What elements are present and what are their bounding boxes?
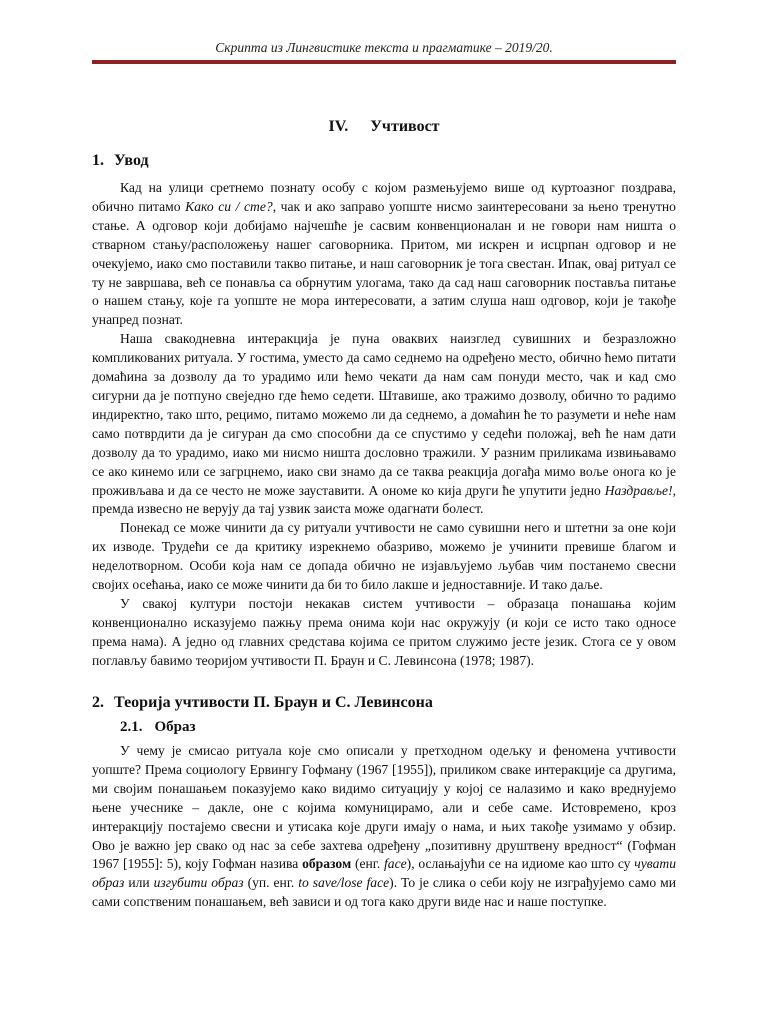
section-title: Увод xyxy=(114,152,149,169)
chapter-title-text: Учтивост xyxy=(370,118,440,135)
section-title: Теорија учтивости П. Браун и С. Левинсона xyxy=(114,694,433,711)
chapter-title xyxy=(92,118,676,136)
paragraph: Понекад се може чинити да су ритуали учтивости не само сувишни него и штетни за оне који их изводе. Трудећи се да критику изрекнемо обазриво, можемо је учинити превише благом и неделотворном. Особи која нам се допада обично не изјављујемо љубав чим постанемо свесни својих осећања, иако се може чинити да би то било лакше и једноставније. И тако даље. xyxy=(92,520,676,593)
text-run: ), ослањајући се на идиоме као што су xyxy=(406,856,635,872)
text-run: (енг. xyxy=(351,856,385,872)
text-run: Кад на улици сретнемо познату особу с којом размењујемо више од куртоазног поздрава, обично питамо xyxy=(92,180,676,214)
italic-phrase: Наздравље! xyxy=(604,482,673,498)
text-run: или xyxy=(124,875,154,891)
paragraph xyxy=(92,330,676,519)
italic-phrase: изгубити образ xyxy=(153,875,244,891)
section-heading-intro xyxy=(92,152,149,170)
text-run: ). То је слика о себи коју не изграђујемо само ми сами сопственим понашањем, већ зависи и од тога како други виде нас и наше поступке. xyxy=(92,875,676,910)
subsection-heading-face xyxy=(120,719,196,736)
text-run: (уп. енг. xyxy=(243,875,299,891)
section-number: 1. xyxy=(92,152,104,169)
paragraph xyxy=(92,179,676,330)
paragraph xyxy=(92,742,676,912)
text-run: , чак и ако заправо уопште нисмо заинтересовани за њено тренутно стање. А одговор који добијамо најчешће је сасвим конвенционалан и не говори нам ништа о стварном стању/расположењу нашег саговорника. Притом, ми искрен и исцрпан одговор и не очекујемо, иако смо поставили такво питање, и наш саговорник је тога свестан. Ипак, овај ритуал се ту не завршава, већ се понавља са обрнутим улогама, тако да сад наш саговорник поставља питање о нашем стању, које га уопште не мора интересовати, а затим слуша наш одговор, који је такође унапред познат. xyxy=(92,198,676,328)
text-run: У чему је смисао ритуала које смо описали у претходном одељку и феномена учтивости уопште? Према социологу Ервингу Гофману (1967 [1955]), приликом сваке интеракције са другима, ми својим понашањем показујемо како видимо ситуацију у којој се налазимо и како вреднујемо њене учеснике – дакле, оне с којима комуницирамо, али и себе саме. Истовремено, кроз интеракцију постајемо свесни и утисака које други имају о нама, и њих такође узимамо у обзир. Ово је важно јер свако од нас за себе захтева одређену „позитивну друштвену вредност“ (Гофман 1967 [1955]: 5), коју Гофман назива xyxy=(92,743,676,872)
subsection-face-body xyxy=(92,742,676,912)
bold-term: образом xyxy=(302,856,352,872)
italic-phrase: face xyxy=(384,856,407,872)
section-number: 2. xyxy=(92,694,104,711)
subsection-title: Образ xyxy=(154,719,196,735)
header-rule xyxy=(92,60,676,64)
text-run: Наша свакодневна интеракција је пуна оваквих наизглед сувишних и безразложно компликованих ритуала. У гостима, уместо да само седнемо на одређено место, обично ћемо питати домаћина за дозволу да то урадимо или ћемо чекати да нам сам понуди место, чак и кад смо сигурни да је потпуно свеједно где ћемо седети. Штавише, ако тражимо дозволу, обично то радимо индиректно, тако што, рецимо, питамо можемо ли да седнемо, а домаћин ће то разумети и неће нам само потврдити да је сигуран да смо способни да се спустимо у седећи положај, већ ће нам дати дозволу да то урадимо, иако ми нисмо ништа дословно тражили. У разним приликама извињавамо се ако кинемо или се загрцнемо, иако сви знамо да се таква реакција догађа мимо воље онога ко је проживљава и да се често не може зауставити. А ономе ко кија други ће упутити једно xyxy=(92,331,676,498)
section-intro-body xyxy=(92,179,676,671)
section-heading-theory xyxy=(92,694,433,712)
chapter-number: IV. xyxy=(328,118,349,135)
paragraph: У свакој култури постоји некакав систем учтивости – образаца понашања којим конвенционално исказујемо пажњу према онима који нас окружују (и који се исто тако односе према нама). А једно од главних средстава којима се притом служимо јесте језик. Стога се у овом поглављу бавимо теоријом учтивости П. Браун и С. Левинсона (1978; 1987). xyxy=(92,595,676,668)
italic-phrase: чувати образ xyxy=(92,856,676,891)
italic-phrase: to save/lose face xyxy=(298,875,390,891)
italic-phrase: Како си / сте? xyxy=(185,198,273,214)
text-run: , премда извесно не верују да тај узвик заиста може одагнати болест. xyxy=(92,482,676,517)
subsection-number: 2.1. xyxy=(120,719,143,735)
running-head: Скрипта из Лингвистике текста и прагматике – 2019/20. xyxy=(215,40,553,55)
